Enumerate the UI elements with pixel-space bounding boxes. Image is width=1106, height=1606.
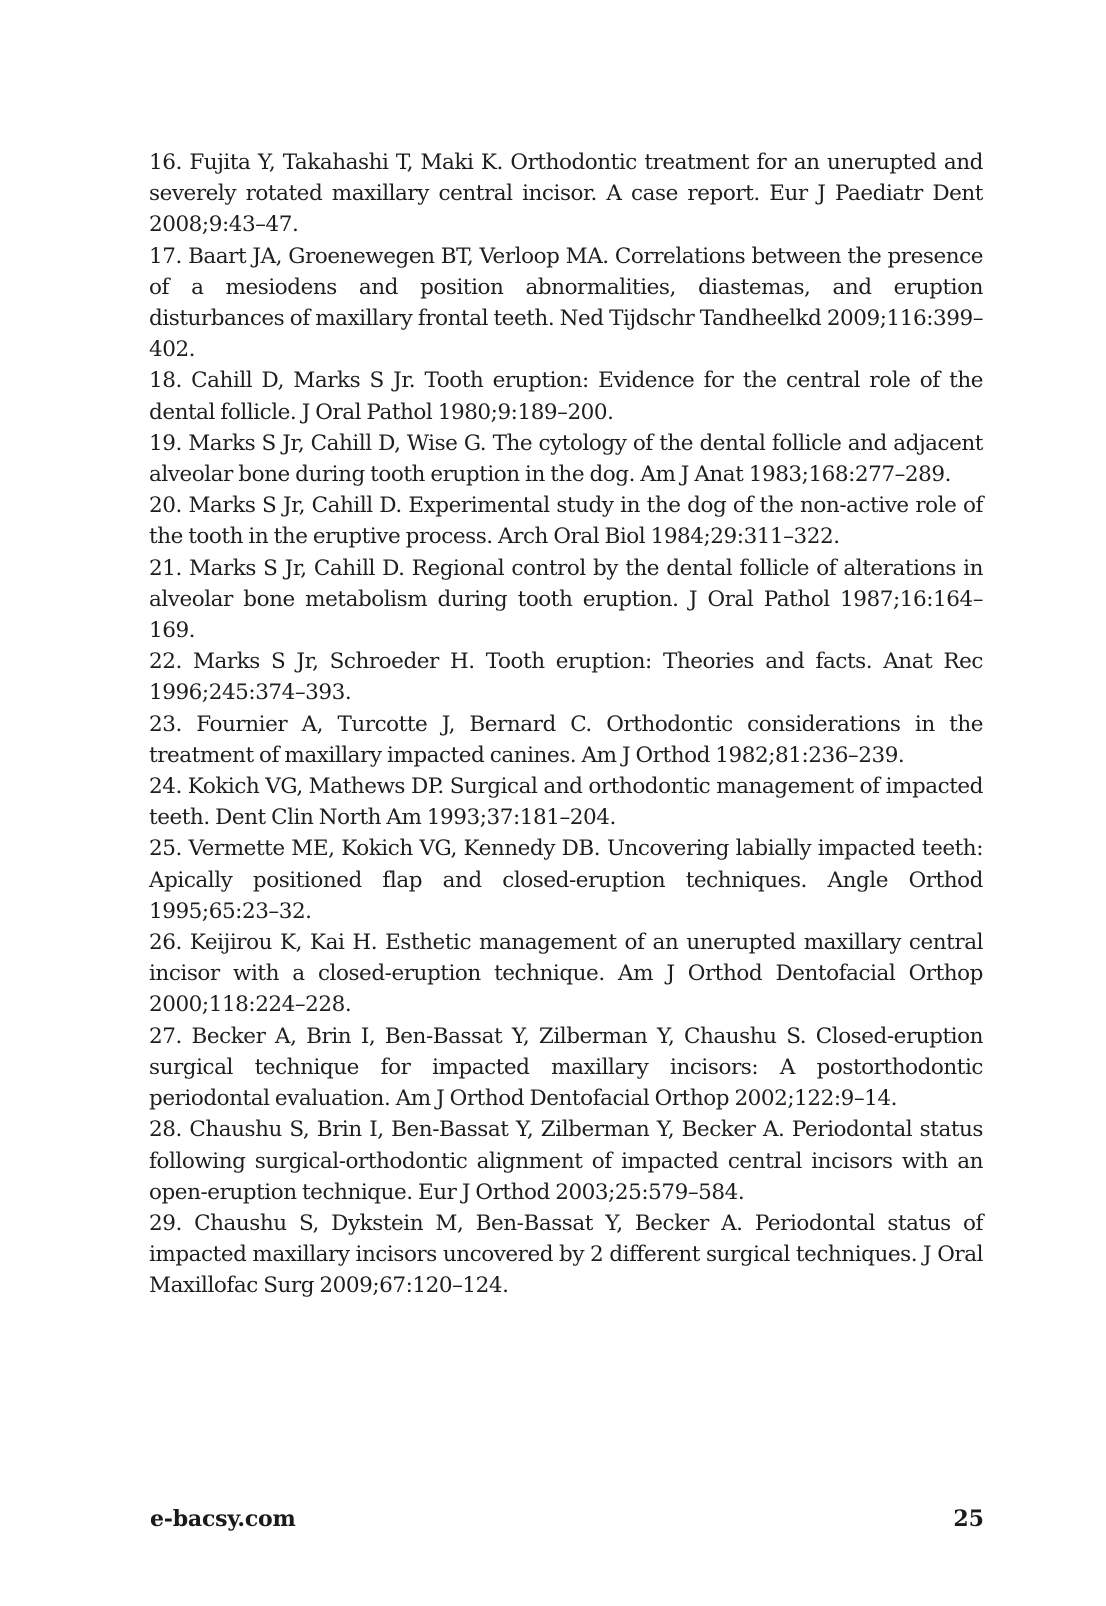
reference-item: 16. Fujita Y, Takahashi T, Maki K. Orthodontic treatment for an unerupted and severely rotated maxillary central incisor. A case report. Eur J Paediatr Dent 2008;9:43–47. (149, 150, 983, 238)
reference-item: 27. Becker A, Brin I, Ben-Bassat Y, Zilberman Y, Chaushu S. Closed-eruption surgical technique for impacted maxillary incisors: A postorthodontic periodontal evaluation. Am J Orthod Dentofacial Orthop 2002;122:9–14. (149, 1023, 983, 1112)
reference-item: 26. Keijirou K, Kai H. Esthetic management of an unerupted maxillary central incisor with a closed-eruption technique. Am J Orthod Dentofacial Orthop 2000;118:224–228. (149, 930, 983, 1018)
reference-item: 28. Chaushu S, Brin I, Ben-Bassat Y, Zilberman Y, Becker A. Periodontal status following surgical-orthodontic alignment of impacted central incisors with an open-eruption technique. Eur J Orthod 2003;25:579–584. (149, 1117, 983, 1205)
reference-item: 19. Marks S Jr, Cahill D, Wise G. The cytology of the dental follicle and adjacent alveolar bone during tooth eruption in the dog. Am J Anat 1983;168:277–289. (149, 430, 983, 488)
reference-item: 24. Kokich VG, Mathews DP. Surgical and orthodontic management of impacted teeth. Dent Clin North Am 1993;37:181–204. (149, 774, 983, 831)
reference-list (149, 147, 983, 1302)
reference-item: 23. Fournier A, Turcotte J, Bernard C. Orthodontic considerations in the treatment of maxillary impacted canines. Am J Orthod 1982;81:236–239. (149, 711, 983, 768)
reference-item: 29. Chaushu S, Dykstein M, Ben-Bassat Y, Becker A. Periodontal status of impacted maxillary incisors uncovered by 2 different surgical techniques. J Oral Maxillofac Surg 2009;67:120–124. (149, 1210, 983, 1299)
footer-site-name: e-bacsy.com (150, 1506, 296, 1532)
reference-item: 22. Marks S Jr, Schroeder H. Tooth eruption: Theories and facts. Anat Rec 1996;245:374–393. (149, 649, 983, 706)
reference-item: 25. Vermette ME, Kokich VG, Kennedy DB. Uncovering labially impacted teeth: Apically positioned flap and closed-eruption techniques. Angle Orthod 1995;65:23–32. (149, 836, 983, 924)
reference-item: 17. Baart JA, Groenewegen BT, Verloop MA. Correlations between the presence of a mesiodens and position abnormalities, diastemas, and eruption disturbances of maxillary frontal teeth. Ned Tijdschr Tandheelkd 2009;116:399–402. (149, 243, 983, 363)
page-number: 25 (953, 1506, 984, 1532)
reference-item: 20. Marks S Jr, Cahill D. Experimental study in the dog of the non-active role of the tooth in the eruptive process. Arch Oral Biol 1984;29:311–322. (149, 493, 983, 550)
reference-item: 21. Marks S Jr, Cahill D. Regional control by the dental follicle of alterations in alveolar bone metabolism during tooth eruption. J Oral Pathol 1987;16:164–169. (149, 555, 983, 644)
reference-item: 18. Cahill D, Marks S Jr. Tooth eruption: Evidence for the central role of the dental follicle. J Oral Pathol 1980;9:189–200. (149, 368, 983, 425)
